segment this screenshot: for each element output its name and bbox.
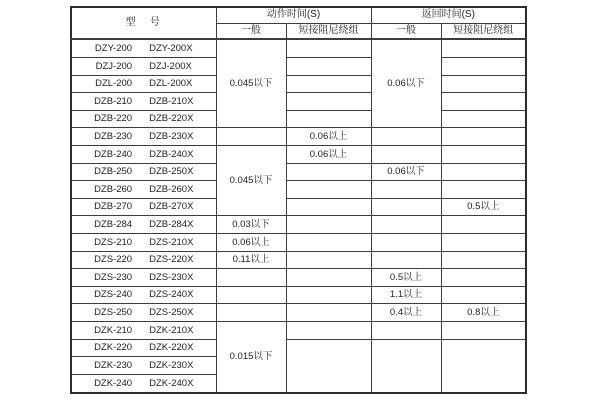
model-name: DZB-250: [94, 166, 133, 178]
model-name: DZS-210X: [149, 236, 194, 248]
empty-cell: [371, 251, 441, 269]
table-row: [71, 339, 526, 357]
action-general-value: 0.015以下: [216, 322, 286, 393]
action-general-value: 0.11以上: [216, 251, 286, 269]
model-cell: [71, 322, 216, 340]
empty-cell: [441, 234, 526, 252]
model-name: DZS-220: [94, 254, 133, 266]
model-name: DZJ-200X: [149, 60, 192, 72]
return-damping-value: 0.8以上: [441, 304, 526, 322]
model-cell: [71, 216, 216, 234]
empty-cell: [286, 286, 371, 304]
empty-cell: [371, 146, 441, 164]
model-name: DZL-200X: [149, 78, 193, 90]
return-general-value: 1.1以上: [371, 286, 441, 304]
model-cell: [71, 75, 216, 93]
table-row: [71, 110, 526, 128]
empty-cell: [441, 181, 526, 199]
model-name: DZB-230X: [149, 130, 194, 142]
empty-cell: [286, 216, 371, 234]
header-row-groups: [71, 7, 526, 23]
model-name: DZY-200: [94, 42, 133, 54]
empty-cell: [371, 339, 441, 393]
model-name: DZB-240: [94, 148, 133, 160]
model-cell: [71, 286, 216, 304]
model-name: DZB-260: [94, 183, 133, 195]
model-name: DZS-250X: [149, 307, 194, 319]
model-cell: [71, 234, 216, 252]
table-row: [71, 39, 526, 57]
empty-cell: [441, 251, 526, 269]
empty-cell: [441, 57, 526, 75]
model-name: DZS-240: [94, 289, 133, 301]
empty-cell: [286, 322, 371, 340]
model-name: DZB-240X: [149, 148, 194, 160]
model-cell: [71, 128, 216, 146]
action-general-value: 0.045以下: [216, 39, 286, 128]
empty-cell: [286, 198, 371, 216]
model-name: DZS-220X: [149, 254, 194, 266]
empty-cell: [441, 39, 526, 57]
model-cell: [71, 110, 216, 128]
model-name: DZS-230: [94, 271, 133, 283]
empty-cell: [441, 216, 526, 234]
empty-cell: [441, 128, 526, 146]
action-general-value: 0.06以上: [216, 234, 286, 252]
model-name: DZK-220X: [149, 342, 194, 354]
col-header-action-general: 一般: [216, 23, 286, 39]
empty-cell: [371, 216, 441, 234]
model-name: DZS-230X: [149, 271, 194, 283]
empty-cell: [286, 339, 371, 393]
empty-cell: [216, 286, 286, 304]
model-cell: [71, 304, 216, 322]
table-row: [71, 163, 526, 181]
model-cell: [71, 251, 216, 269]
model-cell: [71, 198, 216, 216]
table-row: [71, 181, 526, 199]
empty-cell: [441, 339, 526, 393]
table-row: [71, 75, 526, 93]
empty-cell: [441, 75, 526, 93]
return-general-value: 0.5以上: [371, 269, 441, 287]
empty-cell: [286, 181, 371, 199]
table-row: [71, 251, 526, 269]
model-cell: [71, 93, 216, 111]
empty-cell: [216, 128, 286, 146]
action-damping-value: 0.06以上: [286, 146, 371, 164]
table-row: [71, 216, 526, 234]
empty-cell: [371, 181, 441, 199]
model-name: DZB-260X: [149, 183, 194, 195]
model-name: DZK-230X: [149, 359, 194, 371]
empty-cell: [371, 234, 441, 252]
model-name: DZK-220: [94, 342, 133, 354]
model-cell: [71, 339, 216, 357]
model-name: DZK-240: [94, 377, 133, 389]
return-general-value: 0.06以下: [371, 163, 441, 181]
empty-cell: [216, 269, 286, 287]
table-row: [71, 198, 526, 216]
col-header-action-damping: 短接阻尼绕组: [286, 23, 371, 39]
empty-cell: [286, 234, 371, 252]
empty-cell: [441, 163, 526, 181]
model-cell: [71, 357, 216, 375]
col-group-return-time: 返回时间(S): [371, 7, 526, 23]
model-name: DZS-240X: [149, 289, 194, 301]
empty-cell: [286, 251, 371, 269]
col-header-return-damping: 短接阻尼绕组: [441, 23, 526, 39]
return-general-value: 0.06以下: [371, 39, 441, 128]
model-cell: [71, 374, 216, 393]
model-name: DZK-210X: [149, 324, 194, 336]
table-row: [71, 146, 526, 164]
empty-cell: [286, 163, 371, 181]
table-row: [71, 128, 526, 146]
empty-cell: [371, 128, 441, 146]
model-name: DZB-250X: [149, 166, 194, 178]
model-name: DZB-210: [94, 95, 133, 107]
model-name: DZY-200X: [149, 42, 193, 54]
model-name: DZB-284X: [149, 218, 194, 230]
model-name: DZL-200: [95, 78, 133, 90]
empty-cell: [286, 57, 371, 75]
model-name: DZK-240X: [149, 377, 194, 389]
table-row: [71, 286, 526, 304]
empty-cell: [286, 304, 371, 322]
table-row: [71, 234, 526, 252]
table-row: [71, 93, 526, 111]
model-name: DZB-210X: [149, 95, 194, 107]
table-row: [71, 304, 526, 322]
empty-cell: [286, 269, 371, 287]
model-cell: [71, 163, 216, 181]
empty-cell: [286, 39, 371, 57]
model-cell: [71, 39, 216, 57]
empty-cell: [441, 269, 526, 287]
empty-cell: [286, 75, 371, 93]
empty-cell: [371, 198, 441, 216]
col-group-action-time: 动作时间(S): [216, 7, 371, 23]
empty-cell: [371, 322, 441, 340]
model-name: DZB-230: [94, 130, 133, 142]
empty-cell: [286, 110, 371, 128]
empty-cell: [286, 93, 371, 111]
table-row: [71, 57, 526, 75]
model-name: DZB-270X: [149, 201, 194, 213]
model-name: DZB-220X: [149, 113, 194, 125]
model-name: DZK-230: [94, 359, 133, 371]
empty-cell: [441, 322, 526, 340]
action-general-value: 0.03以下: [216, 216, 286, 234]
return-damping-value: 0.5以上: [441, 198, 526, 216]
model-name: DZK-210: [94, 324, 133, 336]
model-cell: [71, 181, 216, 199]
model-cell: [71, 57, 216, 75]
model-cell: [71, 269, 216, 287]
model-name: DZB-220: [94, 113, 133, 125]
table-row: [71, 269, 526, 287]
col-header-model: 型 号: [71, 7, 216, 39]
model-name: DZJ-200: [95, 60, 133, 72]
table-row: [71, 322, 526, 340]
spec-table: [70, 6, 527, 394]
model-cell: [71, 146, 216, 164]
empty-cell: [441, 110, 526, 128]
empty-cell: [216, 304, 286, 322]
model-name: DZS-250: [94, 307, 133, 319]
empty-cell: [441, 146, 526, 164]
model-name: DZB-270: [94, 201, 133, 213]
model-name: DZS-210: [94, 236, 133, 248]
empty-cell: [441, 286, 526, 304]
empty-cell: [441, 93, 526, 111]
col-header-return-general: 一般: [371, 23, 441, 39]
return-general-value: 0.4以上: [371, 304, 441, 322]
model-name: DZB-284: [94, 218, 133, 230]
action-general-value: 0.045以下: [216, 146, 286, 216]
action-damping-value: 0.06以上: [286, 128, 371, 146]
